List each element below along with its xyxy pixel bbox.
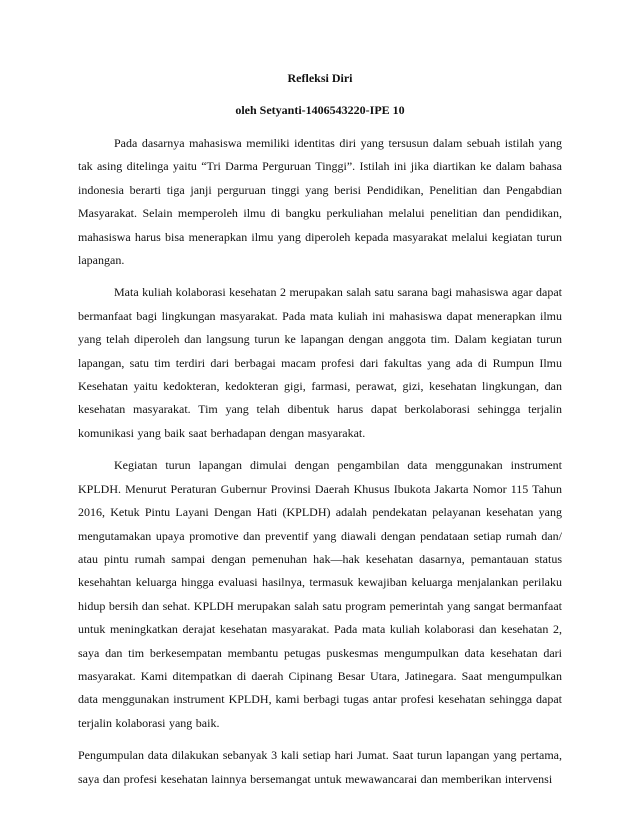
paragraph-3: Kegiatan turun lapangan dimulai dengan pengambilan data menggunakan instrument KPLDH. Menurut Peraturan Gubernur Provinsi Daerah Khusus Ibukota Jakarta Nomor 115 Tahun 2016, Ketuk Pintu Layani Dengan Hati (KPLDH) adalah pendekatan pelayanan kesehatan yang mengutamakan upaya promotive dan preventif yang diawali dengan pendataan setiap rumah dan/ atau pintu rumah sampai dengan pemenuhan hak—hak kesehatan dasarnya, pemantauan status kesehahtan keluarga hingga evaluasi hasilnya, termasuk kewajiban keluarga menjalankan perilaku hidup bersih dan sehat. KPLDH merupakan salah satu program pemerintah yang sangat bermanfaat untuk meningkatkan derajat kesehatan masyarakat. Pada mata kuliah kolaborasi dan kesehatan 2, saya dan tim berkesempatan membantu petugas puskesmas mengumpulkan data kesehatan dari masyarakat. Kami ditempatkan di daerah Cipinang Besar Utara, Jatinegara. Saat mengumpulkan data menggunakan instrument KPLDH, kami berbagi tugas antar profesi kesehatan sehingga dapat terjalin kolaborasi yang baik. [78,458,562,730]
document-body [78,132,562,791]
document-title: Refleksi Diri [287,71,353,85]
paragraph-2: Mata kuliah kolaborasi kesehatan 2 merupakan salah satu sarana bagi mahasiswa agar dapat bermanfaat bagi lingkungan masyarakat. Pada mata kuliah ini mahasiswa dapat menerapkan ilmu yang telah diperoleh dan langsung turun ke lapangan dengan anggota tim. Dalam kegiatan turun lapangan, satu tim terdiri dari berbagai macam profesi dari fakultas yang ada di Rumpun Ilmu Kesehatan yaitu kedokteran, kedokteran gigi, farmasi, perawat, gizi, kesehatan lingkungan, dan kesehatan masyarakat. Tim yang telah dibentuk harus dapat berkolaborasi sehingga terjalin komunikasi yang baik saat berhadapan dengan masyarakat. [78,285,562,440]
paragraph-4: Pengumpulan data dilakukan sebanyak 3 kali setiap hari Jumat. Saat turun lapangan yang pertama, saya dan profesi kesehatan lainnya bersemangat untuk mewawancarai dan memberikan intervensi [78,748,562,786]
document-content [78,70,562,800]
paragraph-1: Pada dasarnya mahasiswa memiliki identitas diri yang tersusun dalam sebuah istilah yang tak asing ditelinga yaitu “Tri Darma Perguruan Tinggi”. Istilah ini jika diartikan ke dalam bahasa indonesia berarti tiga janji perguruan tinggi yang berisi Pendidikan, Penelitian dan Pengabdian Masyarakat. Selain memperoleh ilmu di bangku perkuliahan melalui penelitian dan pendidikan, mahasiswa harus bisa menerapkan ilmu yang diperoleh kepada masyarakat melalui kegiatan turun lapangan. [78,136,562,268]
document-author-line: oleh Setyanti-1406543220-IPE 10 [235,103,405,117]
